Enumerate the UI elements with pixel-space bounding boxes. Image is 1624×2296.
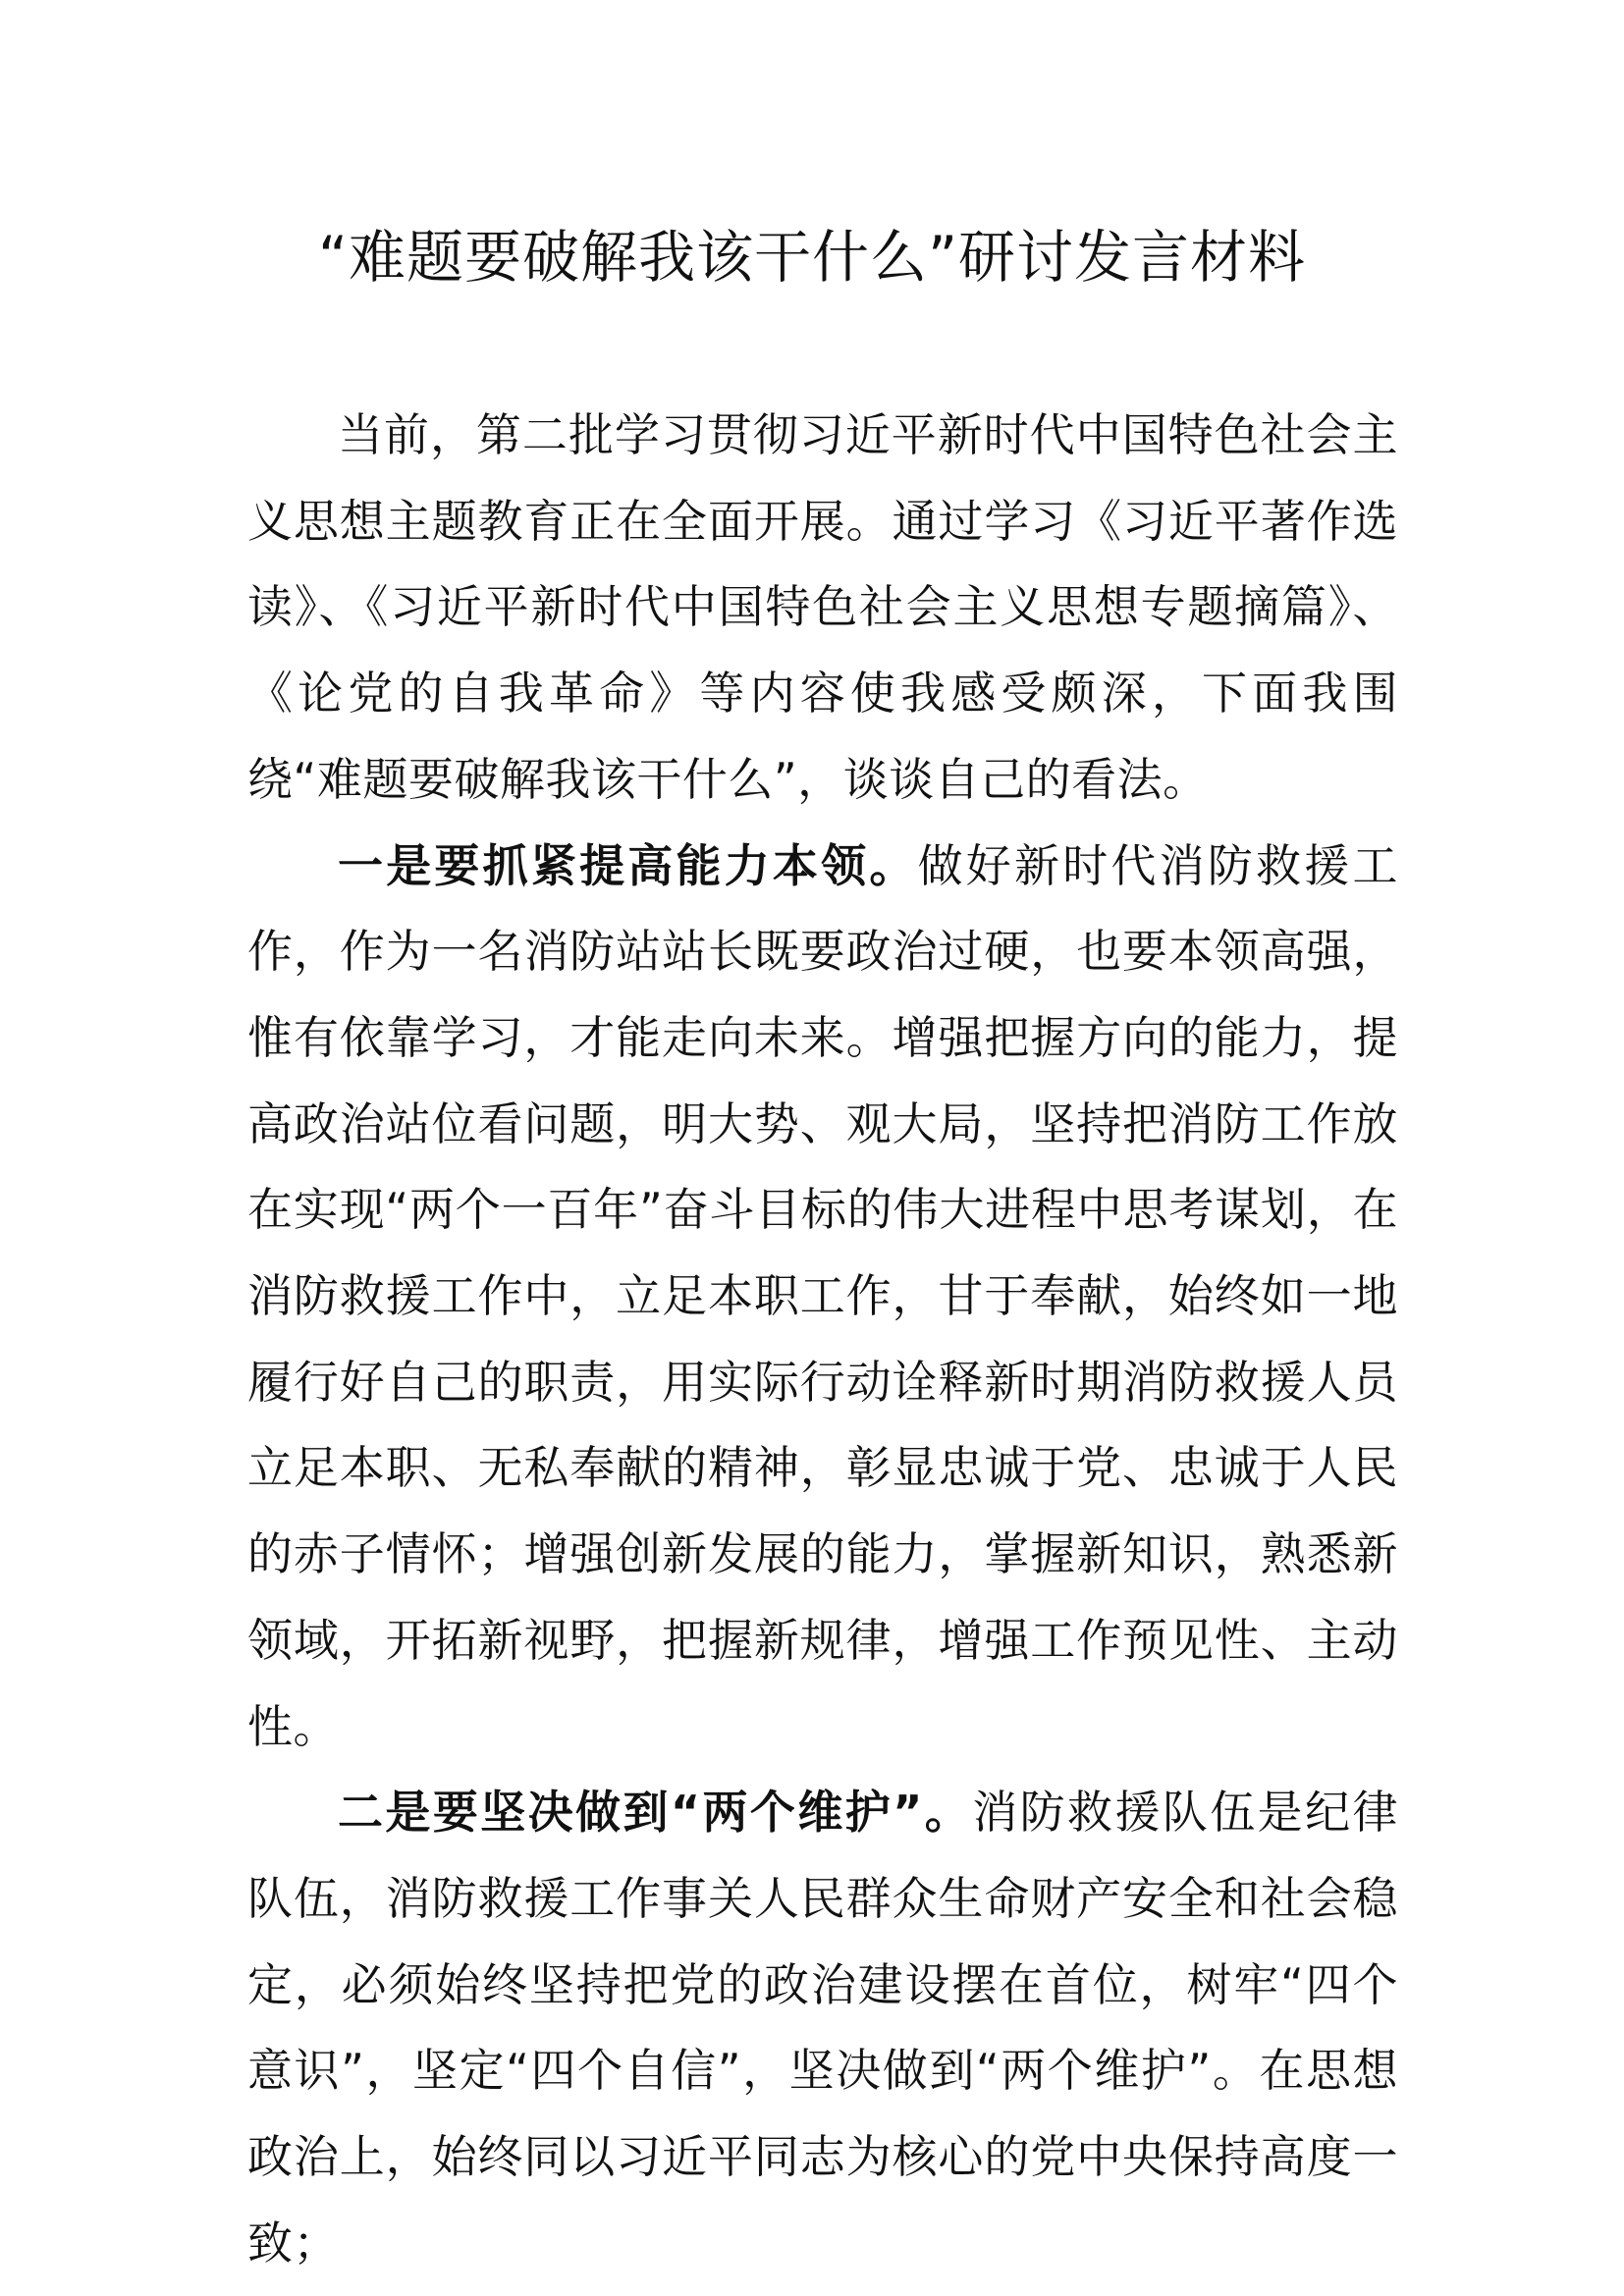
paragraph-point-two [247, 1770, 1398, 2286]
paragraph-lead: 二是要坚决做到“两个维护”。 [338, 1786, 973, 1840]
paragraph-text: 当前，第二批学习贯彻习近平新时代中国特色社会主义思想主题教育正在全面开展。通过学习《习近平著作选读》、《习近平新时代中国特色社会主义思想专题摘篇》、《论党的自我革命》等内容使我感受颇深，下面我围绕“难题要破解我该干什么”，谈谈自己的看法。 [247, 408, 1398, 806]
paragraph-point-one [247, 824, 1398, 1771]
paragraph-lead: 一是要抓紧提高能力本领。 [338, 838, 918, 892]
paragraph-intro [247, 393, 1398, 824]
paragraph-text: 消防救援队伍是纪律队伍，消防救援工作事关人民群众生命财产安全和社会稳定，必须始终坚持把党的政治建设摆在首位，树牢“四个意识”，坚定“四个自信”，坚决做到“两个维护”。在思想政治上，始终同以习近平同志为核心的党中央保持高度一致； [247, 1786, 1399, 2269]
document-title: “难题要破解我该干什么”研讨发言材料 [317, 224, 1307, 291]
paragraph-text: 做好新时代消防救援工作，作为一名消防站站长既要政治过硬，也要本领高强，惟有依靠学习，才能走向未来。增强把握方向的能力，提高政治站位看问题，明大势、观大局，坚持把消防工作放在实现“两个一百年”奋斗目标的伟大进程中思考谋划，在消防救援工作中，立足本职工作，甘于奉献，始终如一地履行好自己的职责，用实际行动诠释新时期消防救援人员立足本职、无私奉献的精神，彰显忠诚于党、忠诚于人民的赤子情怀；增强创新发展的能力，掌握新知识，熟悉新领域，开拓新视野，把握新规律，增强工作预见性、主动性。 [247, 838, 1399, 1753]
document-body [247, 393, 1398, 2286]
